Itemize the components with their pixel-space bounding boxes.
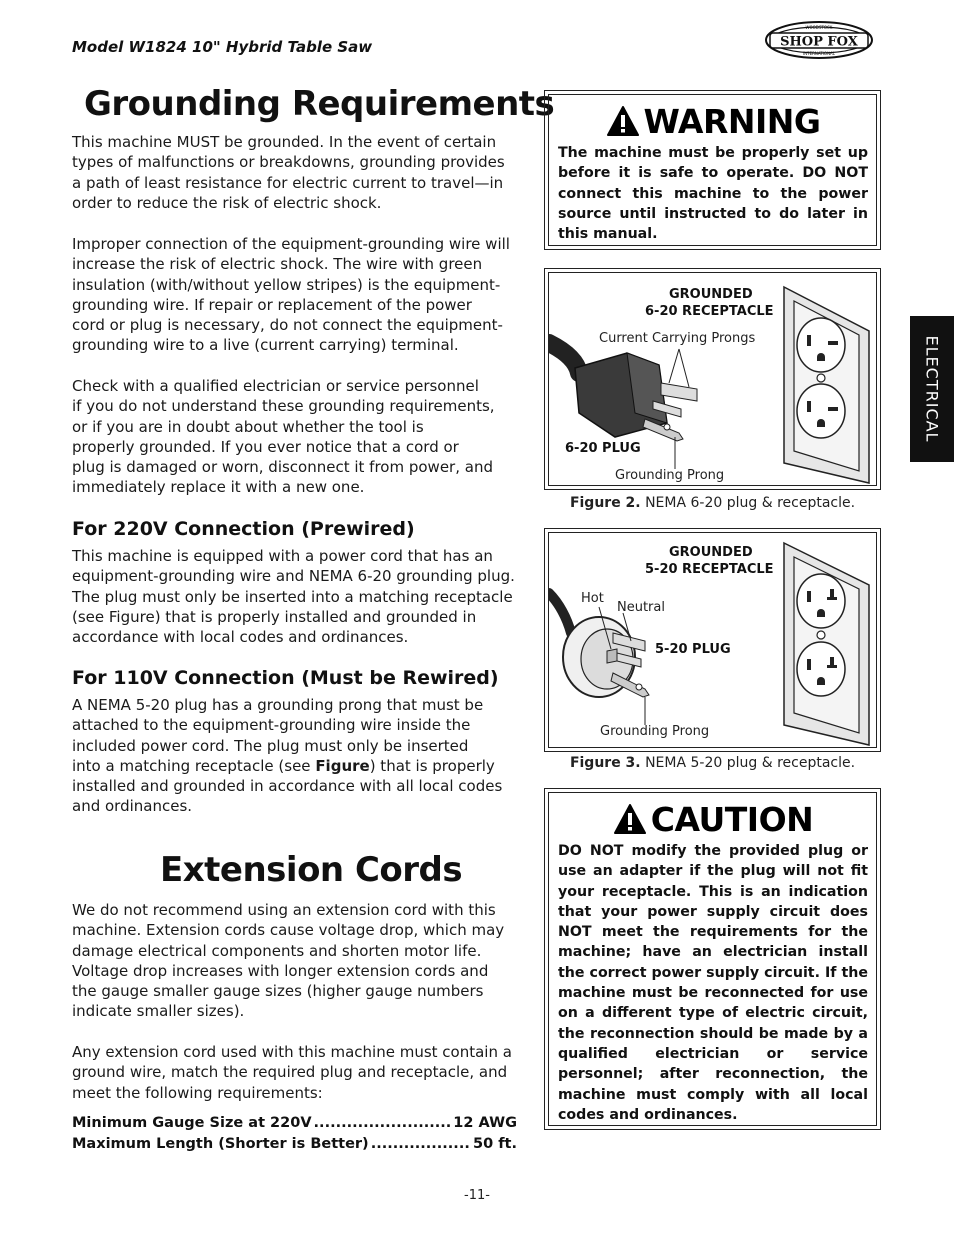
grounding-paragraph-2: Improper connection of the equipment-grounding wire will increase the risk of electric shock. The wire with green insulation (with/without yellow stripes) is the equipment- grounding wire. If repair or replacement of the power cord or plug is necessary, do not connect the equipment- grounding wire to a live (current carrying) terminal.	[72, 235, 510, 355]
spec-leader-dots	[371, 1136, 471, 1152]
fig3-grounded-label: GROUNDED	[669, 545, 753, 560]
logo-ring-bottom: INTERNATIONAL	[802, 51, 836, 56]
conn110-heading: For 110V Connection (Must be Rewired)	[72, 667, 499, 689]
page-number: -11-	[464, 1188, 490, 1203]
spec-min-gauge-label: Minimum Gauge Size at 220V	[72, 1115, 312, 1131]
figure-2	[544, 268, 881, 490]
caution-title-text: CAUTION	[650, 799, 814, 839]
spec-leader-dots	[314, 1115, 452, 1131]
extension-paragraph-2: Any extension cord used with this machine must contain a ground wire, match the required plug and receptacle, and meet the following requirements:	[72, 1043, 512, 1102]
conn220-heading: For 220V Connection (Prewired)	[72, 518, 415, 540]
figure-3-caption-text: NEMA 5-20 plug & receptacle.	[640, 755, 856, 771]
shop-fox-logo	[764, 20, 874, 60]
conn110-text-figure: Figure	[315, 756, 370, 775]
fig3-hot-label: Hot	[581, 591, 604, 606]
figure-3	[544, 528, 881, 752]
spec-min-gauge	[72, 1115, 517, 1131]
spec-max-length-value: 50 ft.	[473, 1136, 517, 1152]
header-model-title: Model W1824 10" Hybrid Table Saw	[72, 38, 373, 56]
side-tab-label: ELECTRICAL	[922, 335, 942, 443]
caution-text: DO NOT modify the provided plug or use an adapter if the plug will not fit your receptacle. This is an indication that your power supply circuit does NOT meet the requirements for the machine; have an electrician install the correct power supply circuit. If the machine must be reconnected for use on a different type of electric circuit, the reconnection should be made by a qualified electrician or service personnel; after reconnection, the machine must comply with all local codes and ordinances.	[558, 843, 868, 1123]
fig3-receptacle-label: 5-20 RECEPTACLE	[645, 562, 774, 577]
warning-text: The machine must be properly set up before it is safe to operate. DO NOT connect this machine to the power source until instructed to do later in this manual.	[558, 145, 868, 243]
fig3-grounding-prong-label: Grounding Prong	[600, 724, 710, 739]
conn110-text-before: A NEMA 5-20 plug has a grounding prong that must be attached to the equipment-grounding wire inside the included power cord. The plug must only be inserted into a matching receptacle (see	[72, 696, 484, 775]
grounding-paragraph-1: This machine MUST be grounded. In the event of certain types of malfunctions or breakdowns, grounding provides a path of least resistance for electric current to travel—in order to reduce the risk of electric shock.	[72, 133, 505, 212]
fig2-current-prongs-label: Current Carrying Prongs	[599, 331, 756, 346]
extension-title: Extension Cords	[160, 850, 463, 890]
logo-ring-top: WOODSTOCK	[805, 25, 833, 30]
warning-box	[544, 90, 881, 250]
spec-max-length	[72, 1136, 517, 1152]
grounding-paragraph-3: Check with a qualified electrician or service personnel if you do not understand these grounding requirements, or if you are in doubt about whether the tool is properly grounded. If you ever notice that a cord or plug is damaged or worn, disconnect it from power, and immediately replace it with a new one.	[72, 377, 495, 497]
fig2-plug-label: 6-20 PLUG	[565, 441, 641, 456]
figure-3-caption-number: Figure 3.	[569, 755, 641, 771]
fig2-grounding-prong-label: Grounding Prong	[615, 468, 725, 483]
figure-2-caption-text: NEMA 6-20 plug & receptacle.	[640, 495, 856, 511]
warning-title	[558, 101, 868, 141]
upper-outlet	[797, 574, 845, 628]
figure-2-caption	[544, 495, 881, 511]
spec-max-length-label: Maximum Length (Shorter is Better)	[72, 1136, 369, 1152]
fig2-grounded-label: GROUNDED	[669, 287, 753, 302]
lower-outlet	[797, 642, 845, 696]
fig2-receptacle-label: 6-20 RECEPTACLE	[645, 304, 774, 319]
conn110-text-after: ) that is properly installed and grounded in accordance with all local codes and ordinances.	[72, 756, 503, 816]
figure-3-caption	[544, 755, 881, 771]
warning-title-text: WARNING	[643, 101, 821, 141]
logo-text: SHOP FOX	[780, 34, 858, 50]
grounding-title: Grounding Requirements	[84, 84, 555, 124]
conn110-text	[72, 695, 522, 817]
fig3-plug-label: 5-20 PLUG	[655, 642, 731, 657]
warning-triangle-icon	[606, 105, 640, 137]
caution-triangle-icon	[613, 803, 647, 835]
figure-2-caption-number: Figure 2.	[569, 495, 641, 511]
spec-min-gauge-value: 12 AWG	[453, 1115, 517, 1131]
electrical-section-tab[interactable]	[910, 316, 954, 462]
conn220-text: This machine is equipped with a power cord that has an equipment-grounding wire and NEMA 6-20 grounding plug. The plug must only be inserted into a matching receptacle (see Figure) that is properly installed and grounded in accordance with local codes and ordinances.	[72, 547, 515, 647]
fig3-neutral-label: Neutral	[617, 600, 665, 615]
caution-title	[558, 799, 868, 839]
caution-box	[544, 788, 881, 1130]
extension-paragraph-1: We do not recommend using an extension cord with this machine. Extension cords cause voltage drop, which may damage electrical components and shorten motor life. Voltage drop increases with longer extension cords and the gauge smaller gauge sizes (higher gauge numbers indicate smaller sizes).	[72, 901, 505, 1021]
